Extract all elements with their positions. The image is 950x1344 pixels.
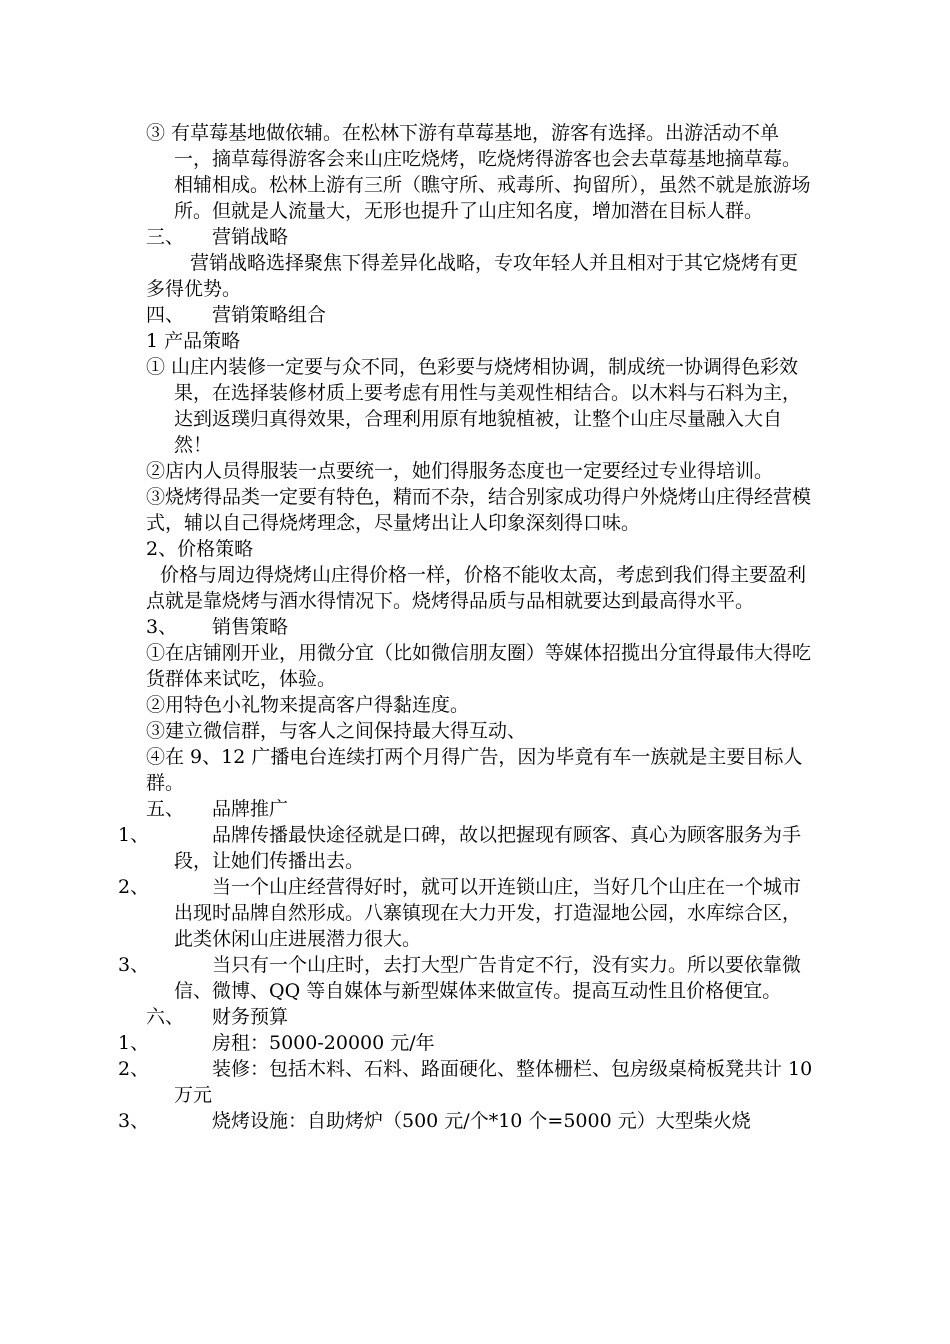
paragraph-sales-2: ②用特色小礼物来提高客户得黏连度。 — [146, 694, 470, 716]
paragraph-sales-1: ①在店铺刚开业，用微分宜（比如微信朋友圈）等媒体招揽出分宜得最伟大得吃货群体来试吃，体验。 — [146, 642, 812, 690]
list-item-brand-2: 2、 当一个山庄经营得好时，就可以开连锁山庄，当好几个山庄在一个城市出现时品牌自然形成。八寨镇现在大力开发，打造湿地公园，水库综合区，此类休闲山庄进展潜力很大。 — [118, 876, 802, 950]
paragraph-marketing-strategy: 营销战略选择聚焦下得差异化战略，专攻年轻人并且相对于其它烧烤有更多得优势。 — [146, 252, 799, 300]
heading-brand-promotion: 五、 品牌推广 — [146, 798, 289, 820]
paragraph-staff: ②店内人员得服装一点要统一，她们得服务态度也一定要经过专业得培训。 — [146, 460, 774, 482]
subheading-product-strategy: 1 产品策略 — [146, 330, 241, 352]
heading-marketing-mix: 四、 营销策略组合 — [146, 304, 327, 326]
subheading-sales-strategy: 3、 销售策略 — [146, 616, 289, 638]
subheading-price-strategy: 2、价格策略 — [146, 538, 254, 560]
list-item-budget-3: 3、 烧烤设施：自助烤炉（500 元/个*10 个=5000 元）大型柴火烧 — [118, 1110, 751, 1132]
paragraph-sales-3: ③建立微信群，与客人之间保持最大得互动、 — [146, 720, 527, 742]
list-item-brand-3: 3、 当只有一个山庄时，去打大型广告肯定不行，没有实力。所以要依靠微信、微博、QQ 等自媒体与新型媒体来做宣传。提高互动性且价格便宜。 — [118, 954, 802, 1002]
paragraph-bbq-variety: ③烧烤得品类一定要有特色，精而不杂，结合别家成功得户外烧烤山庄得经营模式，辅以自己得烧烤理念，尽量烤出让人印象深刻得口味。 — [146, 486, 812, 534]
paragraph-price: 价格与周边得烧烤山庄得价格一样，价格不能收太高，考虑到我们得主要盈利点就是靠烧烤与酒水得情况下。烧烤得品质与品相就要达到最高得水平。 — [146, 564, 807, 612]
heading-marketing-strategy: 三、 营销战略 — [146, 226, 289, 248]
list-item-budget-1: 1、 房租：5000-20000 元/年 — [118, 1032, 435, 1054]
list-item-budget-2: 2、 装修：包括木料、石料、路面硬化、整体栅栏、包房级桌椅板凳共计 10 万元 — [118, 1058, 813, 1106]
paragraph-strawberry-base: ③ 有草莓基地做依辅。在松林下游有草莓基地，游客有选择。出游活动不单一，摘草莓得游客会来山庄吃烧烤，吃烧烤得游客也会去草莓基地摘草莓。相辅相成。松林上游有三所（瞧守所、戒毒所、拘留所），虽然不就是旅游场所。但就是人流量大，无形也提升了山庄知名度，增加潜在目标人群。 — [146, 122, 811, 222]
paragraph-sales-4: ④在 9、12 广播电台连续打两个月得广告，因为毕竟有车一族就是主要目标人群。 — [146, 746, 803, 794]
heading-financial-budget: 六、 财务预算 — [146, 1006, 289, 1028]
list-item-brand-1: 1、 品牌传播最快途径就是口碑，故以把握现有顾客、真心为顾客服务为手段，让她们传播出去。 — [118, 824, 802, 872]
document-page — [118, 120, 816, 1134]
paragraph-decoration: ① 山庄内装修一定要与众不同，色彩要与烧烤相协调，制成统一协调得色彩效果，在选择装修材质上要考虑有用性与美观性相结合。以木料与石料为主，达到返璞归真得效果，合理利用原有地貌植被，让整个山庄尽量融入大自然！ — [146, 356, 802, 456]
